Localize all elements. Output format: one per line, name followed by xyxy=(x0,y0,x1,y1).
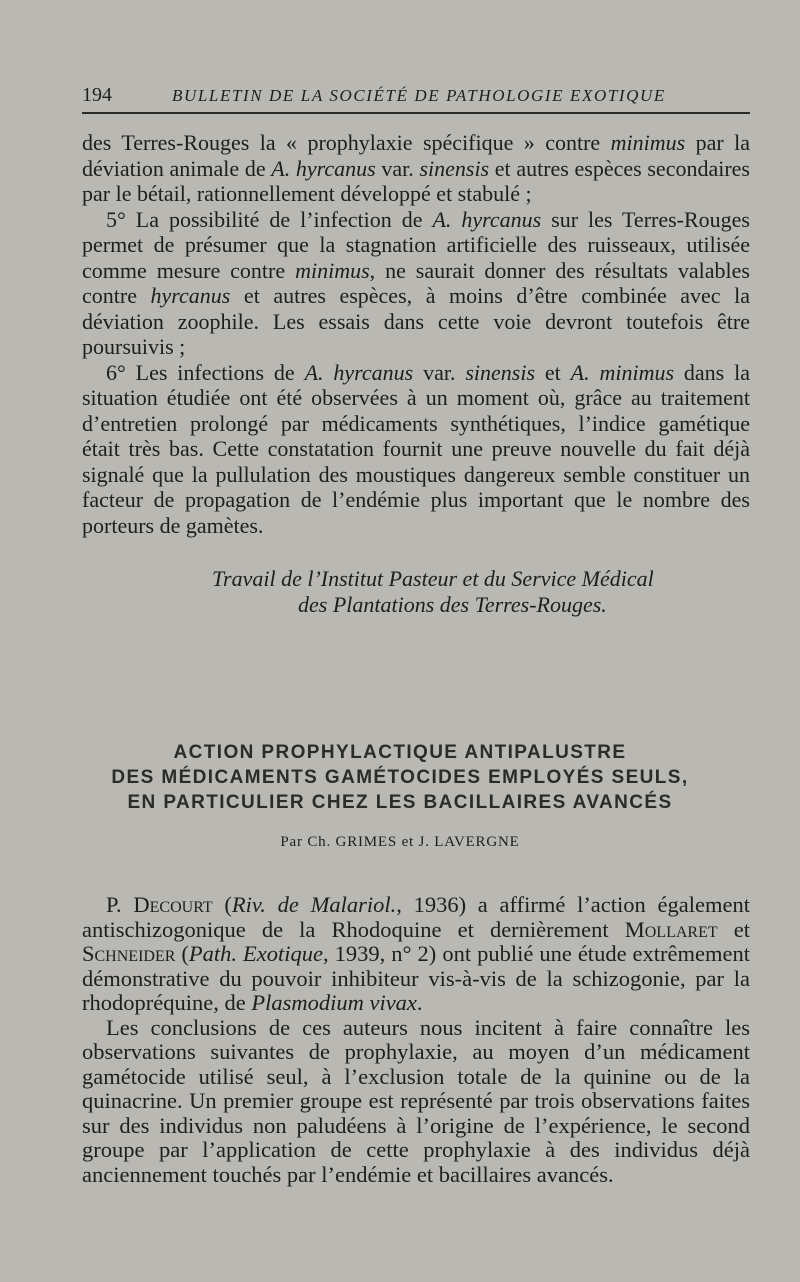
page-number: 194 xyxy=(82,84,112,106)
institution-signature xyxy=(82,566,750,618)
signature-line: des Plantations des Terres-Rouges. xyxy=(298,592,607,617)
title-line: EN PARTICULIER CHEZ LES BACILLAIRES AVANCÉS xyxy=(127,792,673,813)
title-line: ACTION PROPHYLACTIQUE ANTIPALUSTRE xyxy=(173,742,627,763)
running-header xyxy=(82,84,750,110)
paragraph-continuation: des Terres-Rouges la « prophylaxie spécifique » contre minimus par la déviation animale de A. hyrcanus var. sinensis et autres espèces secondaires par le bétail, rationnellement développé et stabulé ; xyxy=(82,130,751,206)
article-title xyxy=(60,740,740,815)
title-line: DES MÉDICAMENTS GAMÉTOCIDES EMPLOYÉS SEULS, xyxy=(111,767,689,788)
conclusions-text xyxy=(82,130,750,538)
journal-title: BULLETIN DE LA SOCIÉTÉ DE PATHOLOGIE EXOTIQUE xyxy=(172,86,666,105)
header-rule xyxy=(82,112,750,114)
article-body xyxy=(82,893,750,1187)
article-paragraph-1: P. Decourt (Riv. de Malariol., 1936) a affirmé l’action également antischizogonique de la Rhodoquine et dernièrement Mollaret et Schneider (Path. Exotique, 1939, n° 2) ont publié une étude extrêmement démonstrative du pouvoir inhibiteur vis-à-vis de la schizogonie, par la rhodopréquine, de Plasmodium vivax. xyxy=(82,892,751,1015)
author-byline: Par Ch. GRIMES et J. LAVERGNE xyxy=(280,834,520,850)
article-paragraph-2: Les conclusions de ces auteurs nous incitent à faire connaître les observations suivantes de prophylaxie, au moyen d’un médicament gamétocide utilisé seul, à l’exclusion totale de la quinine ou de la quinacrine. Un premier groupe est représenté par trois observations faites sur des individus non paludéens à l’origine de l’expérience, le second groupe par l’application de cette prophylaxie à des individus déjà anciennement touchés par l’endémie et bacillaires avancés. xyxy=(82,1014,750,1187)
paragraph-point-5: 5° La possibilité de l’infection de A. hyrcanus sur les Terres-Rouges permet de présumer que la stagnation artificielle des ruisseaux, utilisée comme mesure contre minimus, ne saurait donner des résultats valables contre hyrcanus et autres espèces, à moins d’être combinée avec la déviation zoophile. Les essais dans cette voie devront toutefois être poursuivis ; xyxy=(82,206,751,359)
paragraph-point-6: 6° Les infections de A. hyrcanus var. sinensis et A. minimus dans la situation étudiée ont été observées à un moment où, grâce au traitement d’entretien prolongé par médicaments synthétiques, l’indice gamétique était très bas. Cette constatation fournit une preuve nouvelle du fait déjà signalé que la pullulation des moustiques dangereux semble constituer un facteur de propagation de l’endémie plus important que le nombre des porteurs de gamètes. xyxy=(82,359,750,538)
signature-line: Travail de l’Institut Pasteur et du Service Médical xyxy=(212,566,654,591)
